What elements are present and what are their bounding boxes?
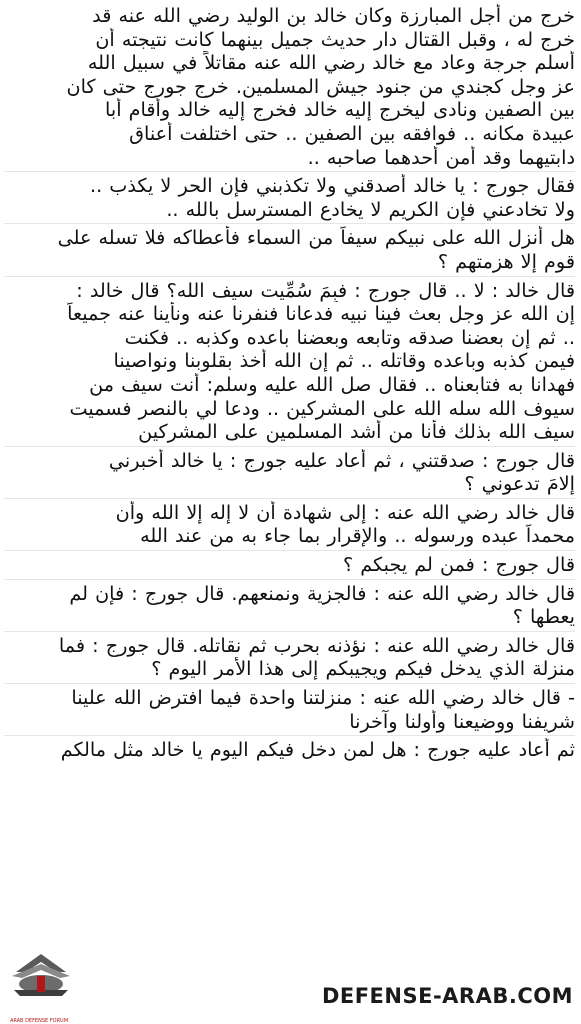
text-line: أسلم جرجة وعاد مع خالد رضي الله عنه مقاتلاً في سبيل الله	[87, 51, 575, 75]
text-line: قال خالد : لا .. قال جورج : فبِمَ سُمِّيت سيف الله؟ قال خالد :	[76, 278, 575, 302]
site-watermark: DEFENSE-ARAB.COM	[321, 984, 573, 1008]
text-line: سيف الله بذلك فأنا من أشد المسلمين على المشركين	[138, 420, 575, 444]
text-line: .. ثم إن بعضنا صدقه وتابعه وبعضنا باعده وكذبه .. فكنت	[124, 325, 575, 349]
text-line: ولا تخادعني فإن الكريم لا يخادع المسترسل بالله ..	[166, 197, 575, 221]
forum-logo-icon	[4, 950, 78, 1014]
text-line: سيوف الله سله الله على المشركين .. ودعا لي بالنصر فسميت	[69, 396, 575, 420]
text-line: قال جورج : فمن لم يجبكم ؟	[343, 553, 575, 577]
divider	[4, 579, 575, 580]
divider	[4, 683, 575, 684]
text-line: قال جورج : صدقتني ، ثم أعاد عليه جورج : يا خالد أخبرني	[108, 448, 575, 472]
text-line: فقال جورج : يا خالد أصدقني ولا تكذبني فإن الحر لا يكذب ..	[89, 174, 575, 198]
text-line: عبيدة مكانه .. فوافقه بين الصفين .. حتى اختلفت أعناق	[129, 121, 575, 145]
text-line: شريفنا ووضيعنا وأولنا وآخرنا	[349, 709, 575, 733]
text-line: خرج له ، وقبل القتال دار حديث جميل بينهما كانت نتيجته أن	[95, 27, 575, 51]
logo-caption: ARAB DEFENSE FORUM	[9, 1018, 69, 1024]
divider	[4, 498, 575, 499]
text-line: يعطها ؟	[512, 605, 575, 629]
text-line: ثم أعاد عليه جورج : هل لمن دخل فيكم اليوم يا خالد مثل مالكم	[60, 738, 575, 762]
text-line: إلامَ تدعوني ؟	[464, 472, 575, 496]
text-line: خرج من أجل المبارزة وكان خالد بن الوليد رضي الله عنه قد	[92, 4, 575, 27]
text-line: دابتيهما وقد أمن أحدهما صاحبه ..	[307, 145, 575, 169]
text-line: - قال خالد رضي الله عنه : منزلتنا واحدة فيما افترض الله علينا	[71, 686, 575, 710]
text-line: محمداً عبده ورسوله .. والإقرار بما جاء به من عند الله	[140, 524, 575, 548]
text-line: فيمن كذبه وباعده وقاتله .. ثم إن الله أخذ بقلوبنا ونواصينا	[113, 349, 575, 373]
divider	[4, 446, 575, 447]
divider	[4, 276, 575, 277]
text-line: فهدانا به فتابعناه .. فقال صل الله عليه وسلم: أنت سيف من	[89, 372, 575, 396]
text-line: بين الصفين ونادى ليخرج إليه خالد فخرج إليه خالد وأقام أبا	[105, 98, 575, 122]
text-line: إن الله عز وجل بعث فينا نبيه فدعانا فنفرنا عنه ونأينا عنه جميعاً	[67, 302, 575, 326]
text-line: قال خالد رضي الله عنه : نؤذنه بحرب ثم نقاتله. قال جورج : فما	[58, 633, 575, 657]
divider	[4, 223, 575, 224]
divider	[4, 550, 575, 551]
text-line: هل أنزل الله على نبيكم سيفاً من السماء فأعطاكه فلا تسله على	[57, 226, 575, 250]
text-line: قوم إلا هزمتهم ؟	[437, 249, 575, 273]
text-line: منزلة الذي يدخل فيكم ويجيبكم إلى هذا الأمر اليوم ؟	[151, 657, 575, 681]
divider	[4, 171, 575, 172]
divider	[4, 631, 575, 632]
article-text	[0, 4, 581, 762]
text-line: عز وجل كجندي من جنود جيش المسلمين. خرج جورج حتى كان	[66, 74, 575, 98]
divider	[4, 735, 575, 736]
text-line: قال خالد رضي الله عنه : فالجزية ونمنعهم. قال جورج : فإن لم	[69, 581, 575, 605]
text-line: قال خالد رضي الله عنه : إلى شهادة أن لا إله إلا الله وأن	[115, 500, 575, 524]
